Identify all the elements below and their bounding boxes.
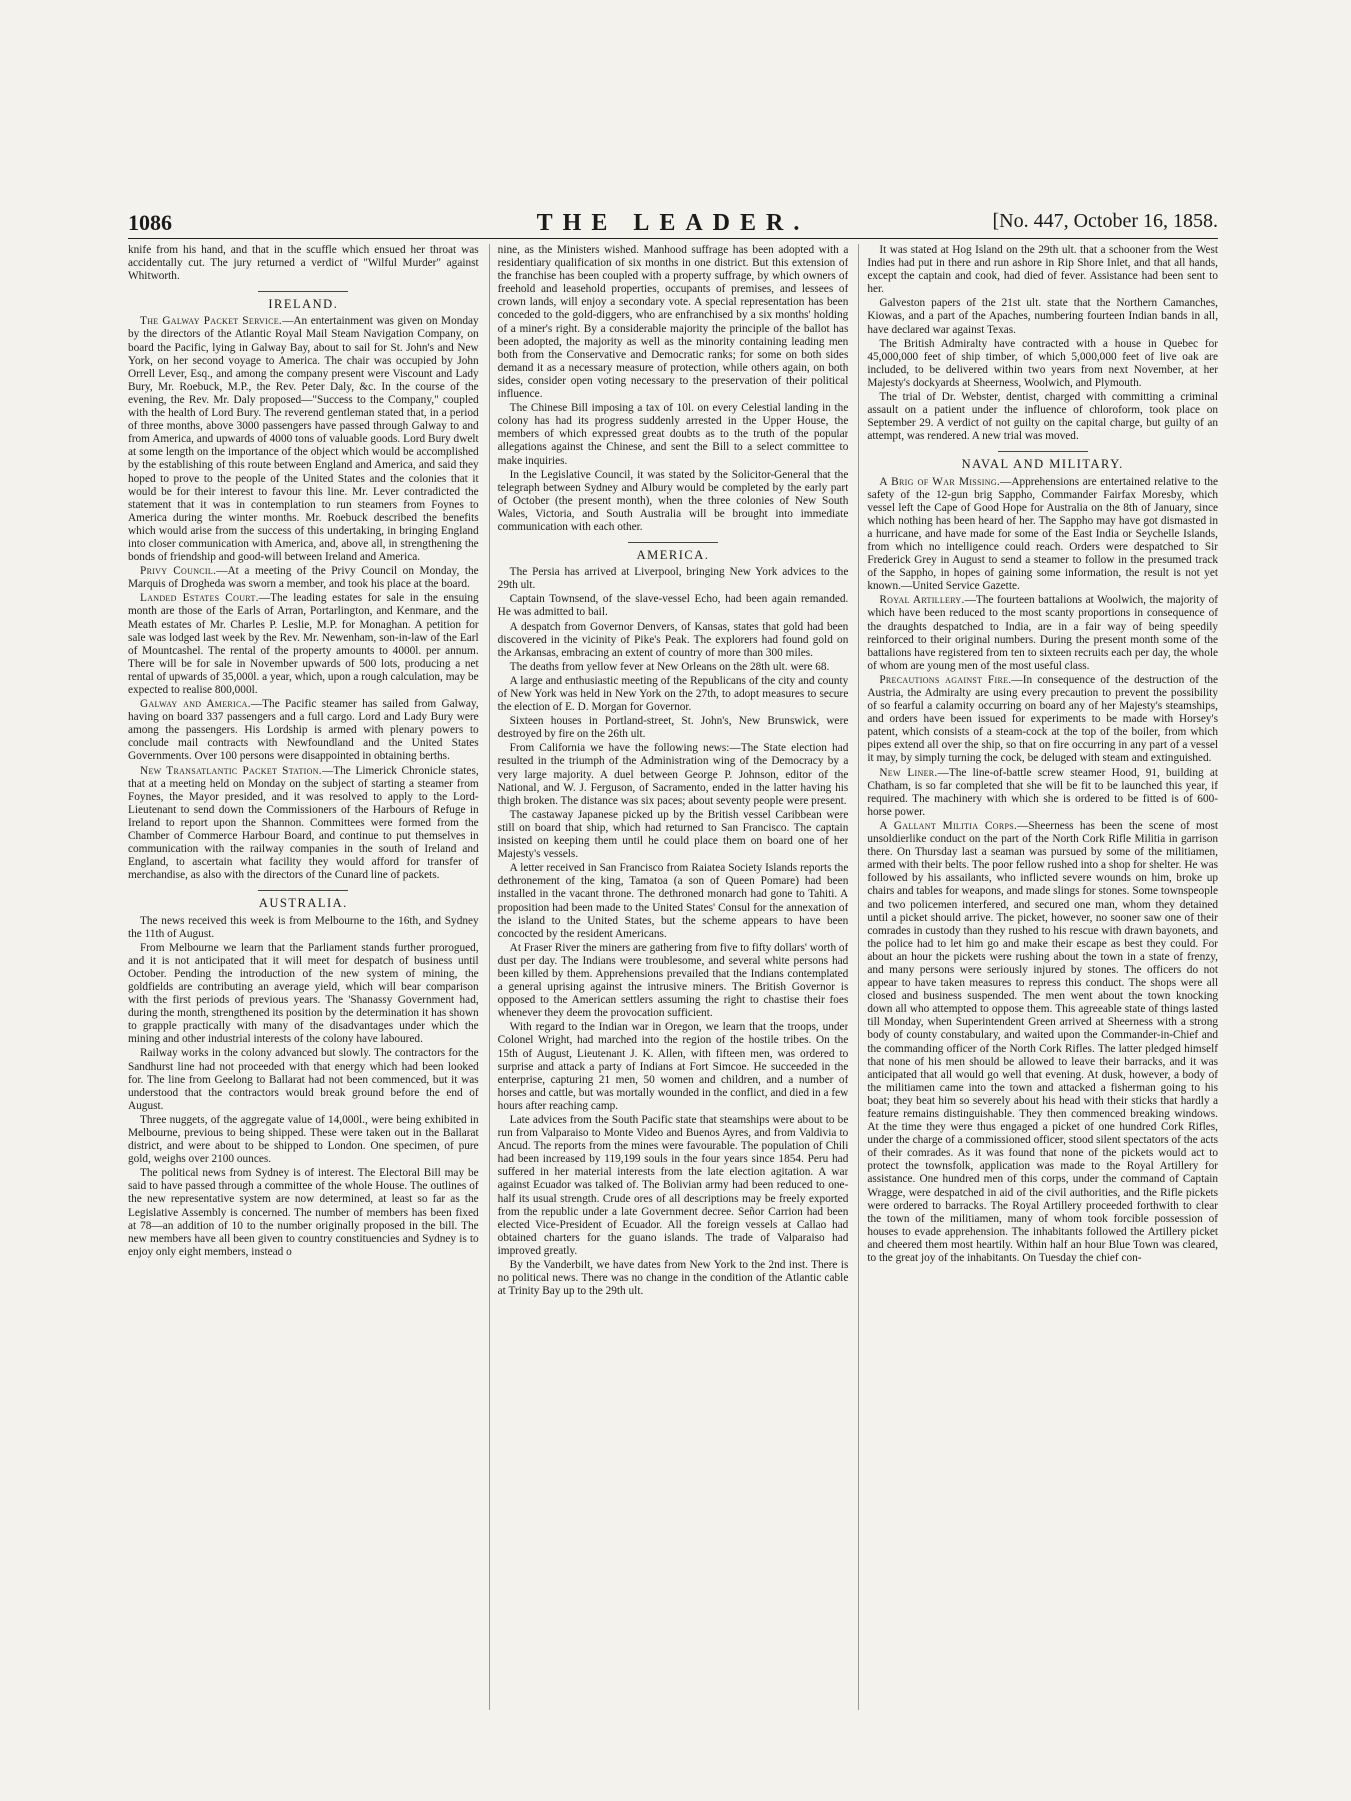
article-paragraph: [128, 565, 479, 591]
article-paragraph: nine, as the Ministers wished. Manhood suffrage has been adopted with a residentiary qualification of six months in one district. But this extension of the franchise has been coupled with a property suffrage, by which owners of freehold and leasehold properties, occupants of premises, and lessees of crown lands, will enjoy a secondary vote. A special representation has been conceded to the gold-diggers, who are enfranchised by a six months' holding of a miner's right. By a considerable majority the principle of the ballot has been adopted, the majority as well as the minority containing leading men both from the Conservative and Democratic ranks; for some on both sides demand it as a necessary measure of protection, while others again, on both sides, consider open voting necessary to the preservation of their political influence.: [497, 244, 849, 401]
article-paragraph: Late advices from the South Pacific state that steamships were about to be run from Valparaiso to Monte Video and Buenos Ayres, and from Valdivia to Ancud. The reports from the mines were favourable. The population of Chili had been increased by 119,199 souls in the four years since 1854. Peru had suffered in her material interests from the late election agitation. A war against Ecuador was talked of. The Bolivian army had been reduced to one-half its usual strength. Crude ores of all descriptions may be freely exported from the republic under a late Government decree. Señor Carrion had been elected Vice-President of Ecuador. All the foreign vessels at Callao had obtained charters for the guano islands. The trade of Valparaiso had improved greatly.: [497, 1114, 849, 1257]
paragraph-text: —The leading estates for sale in the ensuing month are those of the Earls of Arran, Portarlington, and Kenmare, and the Meath estates of Mr. Charles P. Leslie, M.P. for Monaghan. A petition for sale was lodged last week by the Rev. Mr. Newenham, son-in-law of the Earl of Mountcashel. The rental of the property amounts to 4000l. per annum. There will be for sale in November upwards of 500 lots, producing a net rental of upwards of 35,000l. a year, which, upon a rough calculation, may be expected to realise 800,000l.: [128, 592, 479, 696]
article-paragraph: Railway works in the colony advanced but slowly. The contractors for the Sandhurst line had not proceeded with that energy which had been looked for. The line from Geelong to Ballarat had not been commenced, but it was understood that the contractors would break ground before the end of August.: [128, 1047, 479, 1112]
article-paragraph: The British Admiralty have contracted with a house in Quebec for 45,000,000 feet of ship timber, of which 5,000,000 feet of live oak are included, to be delivered within two years from next November, at her Majesty's dockyards at Sheerness, Woolwich, and Plymouth.: [867, 337, 1219, 389]
newspaper-title: THE LEADER.: [536, 210, 810, 236]
article-paragraph: The news received this week is from Melbourne to the 16th, and Sydney the 11th of August.: [128, 914, 479, 940]
paragraph-lead: Precautions against Fire.: [879, 673, 1012, 686]
article-paragraph: At Fraser River the miners are gathering from five to fifty dollars' worth of dust per day. The Indians were troublesome, and several white persons had been killed by them. Apprehensions prevailed that the Indians contemplated a general uprising against the intrusive miners. The British Governor is opposed to the American settlers assuming the right to chastise their foes whenever they deem the provocation sufficient.: [497, 941, 849, 1020]
article-paragraph: A large and enthusiastic meeting of the Republicans of the city and county of New York was held in New York on the 27th, to adopt measures to secure the election of E. D. Morgan for Governor.: [497, 674, 849, 714]
paragraph-text: —The Pacific steamer has sailed from Galway, having on board 337 passengers and a full cargo. Lord and Lady Bury were among the passengers. His Lordship is armed with plenary powers to conclude mail contracts with Newfoundland and the United States Governments. Over 100 persons were disappointed in obtaining berths.: [128, 698, 479, 763]
masthead: [128, 210, 1218, 239]
article-paragraph: Captain Townsend, of the slave-vessel Echo, had been again remanded. He was admitted to bail.: [497, 593, 849, 619]
article-paragraph: [867, 767, 1218, 819]
article-paragraph: Three nuggets, of the aggregate value of 14,000l., were being exhibited in Melbourne, previous to being shipped. These were taken out in the Ballarat district, and were about to be shipped to London. One specimen, of pure gold, weighs over 2100 ounces.: [128, 1113, 479, 1166]
article-paragraph: Sixteen houses in Portland-street, St. John's, New Brunswick, were destroyed by fire on the 26th ult.: [497, 715, 849, 741]
article-paragraph: The castaway Japanese picked up by the British vessel Caribbean were still on board that ship, which had returned to San Francisco. The captain insisted on keeping them until he could place them on board one of her Majesty's vessels.: [497, 808, 849, 861]
article-paragraph: The trial of Dr. Webster, dentist, charged with committing a criminal assault on a patient under the influence of chloroform, took place on September 29. A verdict of not guilty on the capital charge, but guilty of an attempt, was rendered. A new trial was moved.: [867, 391, 1219, 443]
section-divider: [998, 451, 1088, 452]
article-paragraph: The Chinese Bill imposing a tax of 10l. on every Celestial landing in the colony has had its progress suddenly arrested in the Upper House, the members of which expressed great doubts as to the truth of the popular allegations against the Chinese, and sent the Bill to a select committee to make inquiries.: [497, 402, 849, 467]
paragraph-text: —At a meeting of the Privy Council on Monday, the Marquis of Drogheda was sworn a member, and took his place at the board.: [128, 565, 479, 591]
section-heading-ireland: IRELAND.: [268, 297, 339, 312]
article-paragraph: [867, 594, 1218, 673]
paragraph-text: —Apprehensions are entertained relative to the safety of the 12-gun brig Sappho, Commander Fairfax Moresby, which vessel left the Cape of Good Hope for Australia on the 8th of January, since which nothing has been heard of her. The Sappho may have got dismasted in a hurricane, and have made for some of the East India or Seychelle Islands, from which no intelligence could reach. Orders were despatched to Sir Frederick Grey in August to send a steamer to follow in the presumed track of the Sappho, in hopes of gaining some information, the result is not yet known.—United Service Gazette.: [867, 475, 1219, 593]
paragraph-text: —The fourteen battalions at Woolwich, the majority of which have been reduced to the most scanty proportions in consequence of the draughts despatched to India, are in a fair way of being speedily reinforced to their original numbers. During the present month some of the battalions have registered from ten to sixteen recruits each per day, the whole of whom are young men of the most useful class.: [867, 594, 1219, 672]
article-paragraph: [128, 698, 479, 763]
paragraph-lead: Privy Council.: [140, 565, 217, 578]
paragraph-text: —Sheerness has been the scene of most unsoldierlike conduct on the part of the North Cork Rifle Militia in garrison there. On Thursday last a seaman was pursued by some of the militiamen, armed with their belts. The poor fellow rushed into a shop for shelter. He was followed by his assailants, who inflicted severe wounds on him, broke up chairs and tables for weapons, and made slings for stones. Some townspeople and two policemen interfered, and secured one man, whom they detained until a picket should arrive. The picket, however, no sooner saw one of their comrades in custody than they rushed to his rescue with drawn bayonets, and the police had to let him go and make their escape as best they could. For about an hour the pickets were rushing about the town in a state of frenzy, and many persons were seriously injured by stones. The officers do not appear to have taken measures to repress this conduct. The shops were all closed and business suspended. The men went about the town knocking down all who attempted to oppose them. This agreeable state of things lasted till Monday, when Superintendent Green arrived at Sheerness with a strong body of county constabulary, and waited upon the Commander-in-Chief and the commanding officer of the North Cork Rifles. The latter pledged himself that none of his men should be allowed to leave their barracks, and it was anticipated that all would go well that evening. At dusk, however, a body of the militiamen came into the town and attacked a fisherman going to his boat; they beat him so severely about his head with their sticks that hardly a feature remains distinguishable. They then commenced breaking windows. At the time they were thus engaged a picket of one hundred Cork Rifles, under the charge of a commissioned officer, stood silent spectators of the acts of their comrades. As it was found that none of the pickets would act to protect the townsfolk, application was made to the Royal Artillery for assistance. One hundred men of this corps, under the command of Captain Wragge, were despatched in aid of the civil authorities, and the Rifle pickets were ordered to barracks. The Royal Artillery proceeded forthwith to clear the town of the militiamen, many of whom took forcible possession of houses to evade apprehension. The inhabitants followed the Artillery picket and cheered them most heartily. Within half an hour Blue Town was cleared, to the great joy of the inhabitants. On Tuesday the chief con-: [867, 819, 1219, 1265]
paragraph-lead: Landed Estates Court.: [140, 592, 259, 605]
section-divider: [258, 890, 348, 891]
column-1: [128, 244, 479, 1710]
paragraph-lead: New Transatlantic Packet Station.: [140, 764, 322, 777]
paragraph-lead: Galway and America.: [140, 698, 251, 711]
paragraph-lead: New Liner.: [879, 766, 938, 779]
article-paragraph: knife from his hand, and that in the scuffle which ensued her throat was accidentally cut. The jury returned a verdict of "Wilful Murder" against Whitworth.: [128, 244, 479, 283]
article-paragraph: [128, 315, 479, 564]
article-paragraph: The deaths from yellow fever at New Orleans on the 28th ult. were 68.: [509, 660, 830, 673]
paragraph-lead: A Brig of War Missing.: [879, 475, 1001, 488]
article-paragraph: From California we have the following news:—The State election had resulted in the triumph of the Administration wing of the Democracy by a very large majority. A duel between George P. Johnson, editor of the National, and W. J. Ferguson, of Sacramento, ended in the latter having his thigh broken. The distance was six paces; about seventy people were present.: [497, 742, 849, 807]
section-heading-australia: AUSTRALIA.: [258, 896, 348, 911]
newspaper-page: [128, 210, 1218, 1710]
paragraph-lead: The Galway Packet Service.: [140, 315, 283, 328]
issue-date: [No. 447, October 16, 1858.: [992, 210, 1218, 232]
article-paragraph: [128, 592, 479, 697]
paragraph-lead: A Gallant Militia Corps.: [879, 819, 1018, 832]
paragraph-lead: Royal Artillery.: [879, 594, 965, 607]
paragraph-text: —The Limerick Chronicle states, that at a meeting held on Monday on the subject of starting a steamer from Foynes, the Mayor presided, and it was resolved to apply to the Lord-Lieutenant to send down the Commissioners of the Harbours of Refuge in Ireland to report upon the Shannon. Committees were formed from the Chamber of Commerce Harbour Board, and continue to put themselves in communication with the railway companies in the south of Ireland and England, to ascertain what facility they would afford for transfer of merchandise, as also with the directors of the Cunard line of packets.: [128, 764, 479, 882]
article-paragraph: A despatch from Governor Denvers, of Kansas, states that gold had been discovered in the vicinity of Pike's Peak. The explorers had found gold on the Arkansas, embracing an extent of country of more than 300 miles.: [497, 620, 849, 659]
article-paragraph: A letter received in San Francisco from Raiatea Society Islands reports the dethronement of the king, Tamatoa (a son of Queen Pomare) had been installed in the vacant throne. The dethroned monarch had gone to Tahiti. A proposition had been made to the United States' Consul for the annexation of the island to the United States, but the scheme appears to have been concocted by the resident Americans.: [497, 862, 849, 940]
section-divider: [258, 291, 348, 292]
section-heading-america: AMERICA.: [636, 548, 710, 563]
article-paragraph: [867, 820, 1218, 1265]
section-divider: [628, 542, 718, 543]
paragraph-text: —An entertainment was given on Monday by the directors of the Atlantic Royal Mail Steam Navigation Company, on board the Pacific, lying in Galway Bay, about to sail for St. John's and New York, on her second voyage to America. The chair was occupied by John Orrell Lever, Esq., and among the company present were Viscount and Lady Bury, Mr. Roebuck, M.P., the Rev. Peter Daly, &c. In the course of the evening, the Rev. Mr. Daly proposed—"Success to the Company," coupled with the health of Lord Bury. The reverend gentleman stated that, in a period of three months, above 3000 passengers have passed through Galway to and from America, and upwards of 4000 tons of valuable goods. Lord Bury dwelt at some length on the importance of the object which would be accomplished by the establishing of this route between England and America, and said they hoped to prove to the people of the United States and the colonies that it would be for their interest to favour this line. Mr. Lever contradicted the statement that it was in contemplation to run steamers from Foynes to America during the winter months. Mr. Roebuck described the benefits which would arise from the success of this undertaking, in bringing England into closer communication with America, and, above all, in strengthening the bonds of friendship and good-will between Ireland and America.: [128, 315, 479, 564]
paragraph-text: —In consequence of the destruction of the Austria, the Admiralty are using every precaution to prevent the possibility of so fearful a calamity occurring on board any of her Majesty's steamships, and orders have been issued for experiments to be made with Horsey's patent, which consists of a steam-cock at the top of the boiler, from which pipes extend all over the ship, so that on fire occurring in any part of a vessel it may, by simply turning the cock, be deluged with steam and extinguished.: [867, 673, 1219, 765]
columns: [128, 244, 1218, 1710]
article-paragraph: [128, 765, 479, 883]
article-paragraph: [867, 674, 1218, 766]
section-heading-naval: NAVAL AND MILITARY.: [961, 457, 1124, 472]
article-paragraph: From Melbourne we learn that the Parliament stands further prorogued, and it is not anticipated that it will meet for despatch of business until October. Pending the introduction of the new system of mining, the goldfields are contributing an average yield, which will bear comparison with the first periods of previous years. The 'Shanassy Government had, during the month, strengthened its position by the determination it has shown to grapple practically with many of the disadvantages under which the mining and other industrial interests of the colony have laboured.: [128, 941, 479, 1046]
paragraph-text: —The line-of-battle screw steamer Hood, 91, building at Chatham, is so far completed that she will be fit to be launched this year, if required. The machinery with which she is ordered to be fitted is of 600-horse power.: [867, 766, 1219, 818]
page-number: 1086: [128, 210, 172, 235]
article-paragraph: [867, 476, 1218, 594]
article-paragraph: It was stated at Hog Island on the 29th ult. that a schooner from the West Indies had put in there and run ashore in Rip Shore Inlet, and that all hands, except the captain and cook, had died of fever. Assistance had been sent to her.: [867, 244, 1219, 296]
article-paragraph: By the Vanderbilt, we have dates from New York to the 2nd inst. There is no political news. There was no change in the condition of the Atlantic cable at Trinity Bay up to the 29th ult.: [497, 1259, 849, 1298]
column-3: [858, 244, 1218, 1710]
article-paragraph: The Persia has arrived at Liverpool, bringing New York advices to the 29th ult.: [497, 566, 849, 592]
article-paragraph: The political news from Sydney is of interest. The Electoral Bill may be said to have passed through a committee of the whole House. The outlines of the new representative system are now determined, at least so far as the Legislative Assembly is concerned. The number of members has been fixed at 78—an addition of 10 to the number originally proposed in the bill. The new members have all been given to country constituencies and Sydney is to enjoy only eight members, instead o: [128, 1167, 479, 1258]
article-paragraph: With regard to the Indian war in Oregon, we learn that the troops, under Colonel Wright, had marched into the region of the hostile tribes. On the 15th of August, Lieutenant J. K. Allen, with fifteen men, was ordered to surprise and attack a party of Indians at Fort Simcoe. He succeeded in the enterprise, capturing 21 men, 50 women and children, and a number of horses and cattle, but was mortally wounded in the conflict, and died in a few hours after reaching camp.: [497, 1021, 849, 1112]
article-paragraph: Galveston papers of the 21st ult. state that the Northern Camanches, Kiowas, and a part of the Apaches, numbering fourteen Indian bands in all, have declared war against Texas.: [867, 297, 1219, 336]
article-paragraph: In the Legislative Council, it was stated by the Solicitor-General that the telegraph between Sydney and Albury would be completed by the early part of October (the present month), when the three colonies of New South Wales, Victoria, and South Australia will be brought into immediate communication with each other.: [497, 468, 849, 533]
column-2: [489, 244, 849, 1710]
